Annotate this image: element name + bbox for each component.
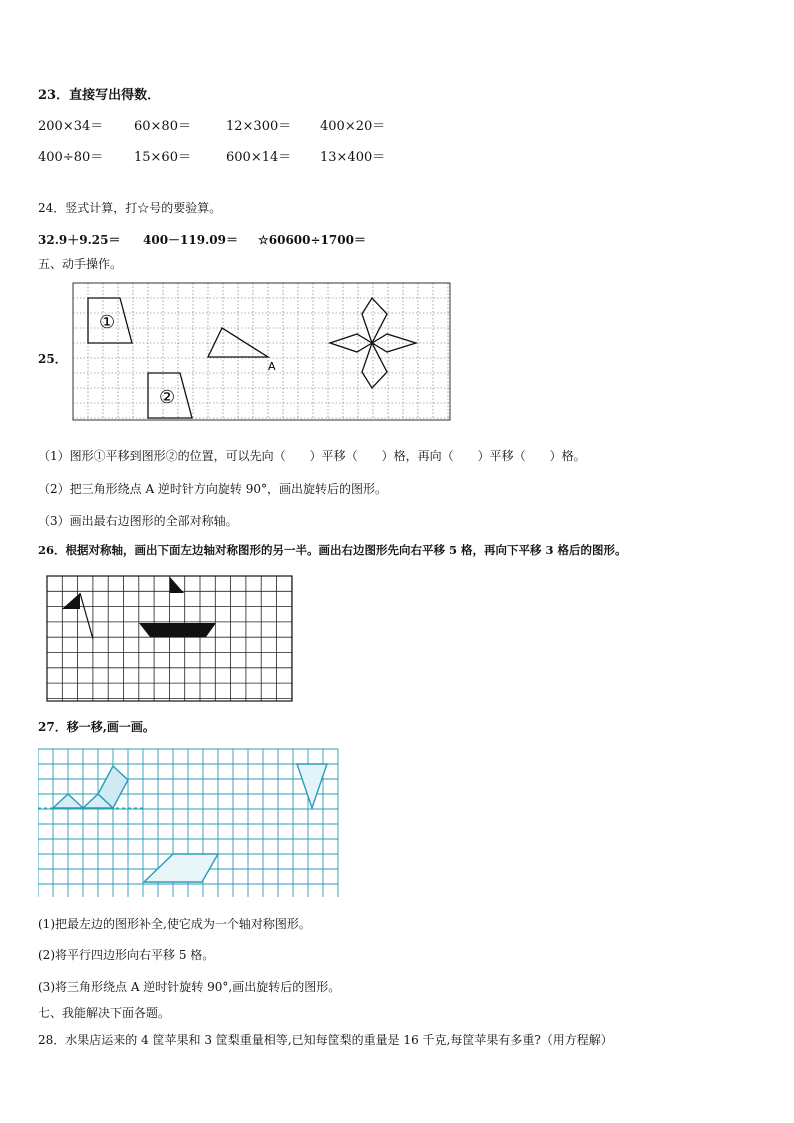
q25-grid-figure: [72, 282, 452, 422]
q27-grid-figure: [38, 746, 342, 898]
q23-r2c4: 13×400＝: [320, 150, 386, 165]
q23-r1c2: 60×80＝: [134, 119, 191, 134]
q25-number: 25．: [38, 352, 67, 366]
q25-sub-2: （2）把三角形绕点 A 逆时针方向旋转 90°，画出旋转后的图形。: [38, 482, 388, 496]
q24-title: 24．竖式计算，打☆号的要验算。: [38, 201, 222, 215]
q27-sub-1: (1)把最左边的图形补全,使它成为一个轴对称图形。: [38, 917, 311, 931]
section-5-heading: 五、动手操作。: [38, 257, 123, 271]
q25-sub-3: （3）画出最右边图形的全部对称轴。: [38, 514, 238, 528]
q26-trapezoid: [139, 623, 216, 637]
q24-item-2: 400－119.09＝: [143, 233, 238, 247]
q25-sub-1: （1）图形①平移到图形②的位置，可以先向（ ）平移（ ）格，再向（ ）平移（ ）格。: [38, 449, 586, 463]
q25-shape-2-label: ②: [159, 387, 176, 408]
q27-sub-2: (2)将平行四边形向右平移 5 格。: [38, 948, 215, 962]
q24-item-3: ☆60600÷1700＝: [258, 233, 366, 247]
q23-r2c1: 400÷80＝: [38, 150, 104, 165]
q27-sub-3: (3)将三角形绕点 A 逆时针旋转 90°,画出旋转后的图形。: [38, 980, 341, 994]
section-7-heading: 七、我能解决下面各题。: [38, 1006, 171, 1020]
q23-r1c3: 12×300＝: [226, 119, 292, 134]
q27-title: 27．移一移,画一画。: [38, 720, 155, 734]
q26-grid-figure: [46, 575, 294, 703]
q26-mark-top: [170, 577, 184, 593]
q23-title: 23．直接写出得数．: [38, 88, 161, 103]
q27-small-triangle-1: [53, 794, 83, 808]
q27-triangle: [297, 764, 327, 808]
q26-axis: [80, 593, 93, 639]
q27-parallelogram: [144, 854, 218, 882]
q24-item-1: 32.9＋9.25＝: [38, 233, 121, 247]
q28-title: 28．水果店运来的 4 筐苹果和 3 筐梨重量相等,已知每筐梨的重量是 16 千克,每筐苹果有多重?（用方程解）: [38, 1033, 613, 1047]
q25-point-a: A: [268, 360, 276, 373]
q25-shape-1-label: ①: [99, 312, 116, 333]
q26-title: 26．根据对称轴，画出下面左边轴对称图形的另一半。画出右边图形先向右平移 5 格，再向下平移 3 格后的图形。: [38, 543, 627, 557]
q23-r2c3: 600×14＝: [226, 150, 292, 165]
q23-r1c4: 400×20＝: [320, 119, 386, 134]
q23-r1c1: 200×34＝: [38, 119, 104, 134]
q23-r2c2: 15×60＝: [134, 150, 191, 165]
